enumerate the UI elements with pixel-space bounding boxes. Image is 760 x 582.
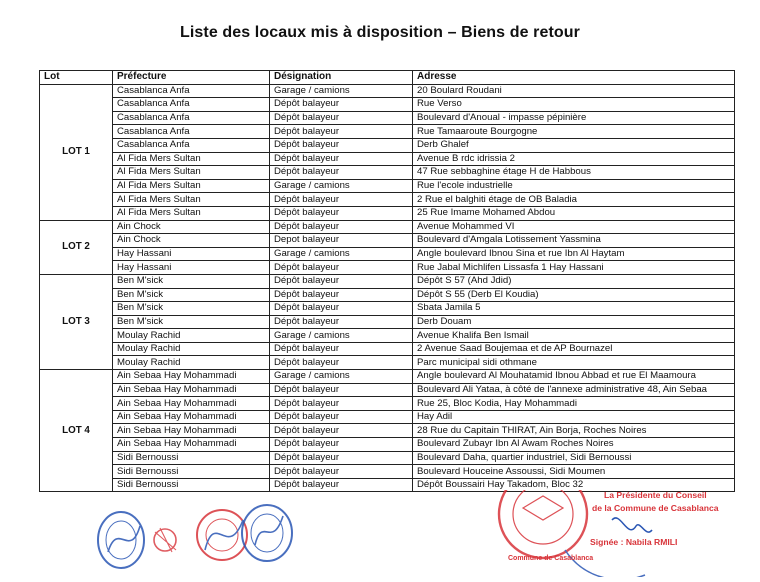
header-designation: Désignation xyxy=(270,71,413,85)
cell-adresse: Boulevard Ali Yataa, à côté de l'annexe administrative 48, Ain Sebaa xyxy=(413,383,735,397)
stamps-area xyxy=(0,490,760,577)
cell-adresse: 47 Rue sebbaghine étage H de Habbous xyxy=(413,166,735,180)
blue-stamp-1 xyxy=(98,512,144,568)
cell-prefecture: Casablanca Anfa xyxy=(113,111,270,125)
cell-designation: Dépôt balayeur xyxy=(270,410,413,424)
cell-adresse: Dépôt S 55 (Derb El Koudia) xyxy=(413,288,735,302)
table-row xyxy=(40,220,735,234)
cell-designation: Dépôt balayeur xyxy=(270,302,413,316)
cell-prefecture: Ain Sebaa Hay Mohammadi xyxy=(113,370,270,384)
cell-adresse: 28 Rue du Capitain THIRAT, Ain Borja, Roches Noires xyxy=(413,424,735,438)
table-row xyxy=(40,438,735,452)
cell-designation: Garage / camions xyxy=(270,179,413,193)
cell-designation: Dépôt balayeur xyxy=(270,288,413,302)
cell-designation: Garage / camions xyxy=(270,84,413,98)
stamps-svg xyxy=(0,490,760,577)
cell-prefecture: Sidi Bernoussi xyxy=(113,451,270,465)
cell-adresse: Rue Jabal Michlifen Lissasfa 1 Hay Hassani xyxy=(413,261,735,275)
cell-designation: Dépôt balayeur xyxy=(270,451,413,465)
table-row xyxy=(40,451,735,465)
cell-designation: Dépôt balayeur xyxy=(270,166,413,180)
cell-designation: Dépôt balayeur xyxy=(270,465,413,479)
table-row xyxy=(40,383,735,397)
cell-adresse: Dépôt S 57 (Ahd Jdid) xyxy=(413,274,735,288)
cell-prefecture: Al Fida Mers Sultan xyxy=(113,152,270,166)
cell-prefecture: Casablanca Anfa xyxy=(113,84,270,98)
cell-prefecture: Moulay Rachid xyxy=(113,329,270,343)
cell-adresse: Rue Tamaaroute Bourgogne xyxy=(413,125,735,139)
table-row xyxy=(40,342,735,356)
table-row xyxy=(40,397,735,411)
cell-designation: Dépôt balayeur xyxy=(270,138,413,152)
table-row xyxy=(40,138,735,152)
cell-designation: Dépôt balayeur xyxy=(270,342,413,356)
cell-prefecture: Ben M'sick xyxy=(113,302,270,316)
lot-label: LOT 4 xyxy=(40,370,113,492)
table-body xyxy=(40,84,735,492)
cell-adresse: Avenue B rdc idrissia 2 xyxy=(413,152,735,166)
cell-adresse: Avenue Mohammed VI xyxy=(413,220,735,234)
cell-prefecture: Ain Sebaa Hay Mohammadi xyxy=(113,397,270,411)
cell-designation: Dépôt balayeur xyxy=(270,125,413,139)
cell-adresse: Sbata Jamila 5 xyxy=(413,302,735,316)
cell-prefecture: Sidi Bernoussi xyxy=(113,478,270,492)
cell-adresse: Boulevard Daha, quartier industriel, Sidi Bernoussi xyxy=(413,451,735,465)
cell-designation: Dépôt balayeur xyxy=(270,383,413,397)
cell-designation: Dépôt balayeur xyxy=(270,438,413,452)
cell-adresse: Angle boulevard Ibnou Sina et rue Ibn Al Haytam xyxy=(413,247,735,261)
cell-adresse: Boulevard d'Anoual - impasse pépinière xyxy=(413,111,735,125)
red-stamp-1 xyxy=(154,528,176,552)
stamp-line-1: La Présidente du Conseil xyxy=(604,490,707,500)
cell-adresse: 25 Rue Imame Mohamed Abdou xyxy=(413,206,735,220)
table-row xyxy=(40,424,735,438)
table-row xyxy=(40,465,735,479)
red-stamp-2 xyxy=(197,510,247,560)
cell-adresse: 2 Avenue Saad Boujemaa et de AP Bournazel xyxy=(413,342,735,356)
cell-prefecture: Al Fida Mers Sultan xyxy=(113,179,270,193)
document-title: Liste des locaux mis à disposition – Biens de retour xyxy=(180,24,580,41)
cell-adresse: Hay Adil xyxy=(413,410,735,424)
stamp-signed: Signée : Nabila RMILI xyxy=(590,537,678,547)
stamp-line-2: de la Commune de Casablanca xyxy=(592,503,719,513)
table-row xyxy=(40,247,735,261)
cell-prefecture: Ben M'sick xyxy=(113,315,270,329)
cell-prefecture: Al Fida Mers Sultan xyxy=(113,166,270,180)
cell-designation: Garage / camions xyxy=(270,370,413,384)
cell-prefecture: Ain Chock xyxy=(113,234,270,248)
table-row xyxy=(40,98,735,112)
table-header-row xyxy=(40,71,735,85)
table-row xyxy=(40,111,735,125)
cell-adresse: Dépôt Boussairi Hay Takadom, Bloc 32 xyxy=(413,478,735,492)
cell-designation: Dépôt balayeur xyxy=(270,397,413,411)
table-row xyxy=(40,179,735,193)
cell-prefecture: Ben M'sick xyxy=(113,274,270,288)
header-adresse: Adresse xyxy=(413,71,735,85)
cell-prefecture: Ain Sebaa Hay Mohammadi xyxy=(113,410,270,424)
cell-adresse: Boulevard d'Amgala Lotissement Yassmina xyxy=(413,234,735,248)
cell-designation: Dépôt balayeur xyxy=(270,152,413,166)
cell-designation: Dépôt balayeur xyxy=(270,98,413,112)
table-row xyxy=(40,302,735,316)
seal-ring-text: Commune de Casablanca xyxy=(508,555,594,562)
cell-adresse: 2 Rue el balghiti étage de OB Baladia xyxy=(413,193,735,207)
cell-adresse: Boulevard Houceine Assoussi, Sidi Moumen xyxy=(413,465,735,479)
locaux-table xyxy=(39,70,735,492)
cell-prefecture: Ain Sebaa Hay Mohammadi xyxy=(113,424,270,438)
header-prefecture: Préfecture xyxy=(113,71,270,85)
cell-designation: Depot balayeur xyxy=(270,234,413,248)
cell-designation: Dépôt balayeur xyxy=(270,261,413,275)
cell-designation: Dépôt balayeur xyxy=(270,193,413,207)
header-lot: Lot xyxy=(40,71,113,85)
cell-designation: Dépôt balayeur xyxy=(270,220,413,234)
table-row xyxy=(40,125,735,139)
table-row xyxy=(40,261,735,275)
cell-designation: Dépôt balayeur xyxy=(270,206,413,220)
cell-adresse: Derb Douam xyxy=(413,315,735,329)
table-row xyxy=(40,288,735,302)
cell-adresse: Rue Verso xyxy=(413,98,735,112)
blue-stamp-2 xyxy=(242,505,292,561)
table-row xyxy=(40,410,735,424)
signature-scribble xyxy=(612,518,652,532)
cell-prefecture: Moulay Rachid xyxy=(113,356,270,370)
cell-prefecture: Moulay Rachid xyxy=(113,342,270,356)
cell-designation: Dépôt balayeur xyxy=(270,274,413,288)
cell-adresse: Derb Ghalef xyxy=(413,138,735,152)
table-row xyxy=(40,274,735,288)
cell-designation: Garage / camions xyxy=(270,329,413,343)
cell-prefecture: Sidi Bernoussi xyxy=(113,465,270,479)
cell-prefecture: Hay Hassani xyxy=(113,261,270,275)
cell-designation: Dépôt balayeur xyxy=(270,424,413,438)
cell-prefecture: Casablanca Anfa xyxy=(113,125,270,139)
cell-prefecture: Ain Sebaa Hay Mohammadi xyxy=(113,438,270,452)
table-row xyxy=(40,234,735,248)
cell-designation: Garage / camions xyxy=(270,247,413,261)
cell-prefecture: Casablanca Anfa xyxy=(113,98,270,112)
cell-designation: Dépôt balayeur xyxy=(270,478,413,492)
cell-prefecture: Al Fida Mers Sultan xyxy=(113,206,270,220)
cell-adresse: Rue l'ecole industrielle xyxy=(413,179,735,193)
cell-adresse: Angle boulevard Al Mouhatamid Ibnou Abbad et rue El Maamoura xyxy=(413,370,735,384)
cell-adresse: 20 Boulard Roudani xyxy=(413,84,735,98)
table-row xyxy=(40,370,735,384)
table-row xyxy=(40,329,735,343)
cell-prefecture: Ain Sebaa Hay Mohammadi xyxy=(113,383,270,397)
lot-label: LOT 3 xyxy=(40,274,113,369)
table-row xyxy=(40,206,735,220)
cell-prefecture: Ain Chock xyxy=(113,220,270,234)
cell-prefecture: Hay Hassani xyxy=(113,247,270,261)
cell-prefecture: Al Fida Mers Sultan xyxy=(113,193,270,207)
cell-adresse: Parc municipal sidi othmane xyxy=(413,356,735,370)
table-row xyxy=(40,193,735,207)
lot-label: LOT 2 xyxy=(40,220,113,274)
cell-adresse: Boulevard Zubayr Ibn Al Awam Roches Noires xyxy=(413,438,735,452)
cell-adresse: Rue 25, Bloc Kodia, Hay Mohammadi xyxy=(413,397,735,411)
table-row xyxy=(40,84,735,98)
lot-label: LOT 1 xyxy=(40,84,113,220)
cell-designation: Dépôt balayeur xyxy=(270,356,413,370)
cell-designation: Dépôt balayeur xyxy=(270,315,413,329)
table-row xyxy=(40,166,735,180)
cell-prefecture: Casablanca Anfa xyxy=(113,138,270,152)
cell-adresse: Avenue Khalifa Ben Ismail xyxy=(413,329,735,343)
cell-prefecture: Ben M'sick xyxy=(113,288,270,302)
table-row xyxy=(40,315,735,329)
table-row xyxy=(40,356,735,370)
table-row xyxy=(40,152,735,166)
cell-designation: Dépôt balayeur xyxy=(270,111,413,125)
